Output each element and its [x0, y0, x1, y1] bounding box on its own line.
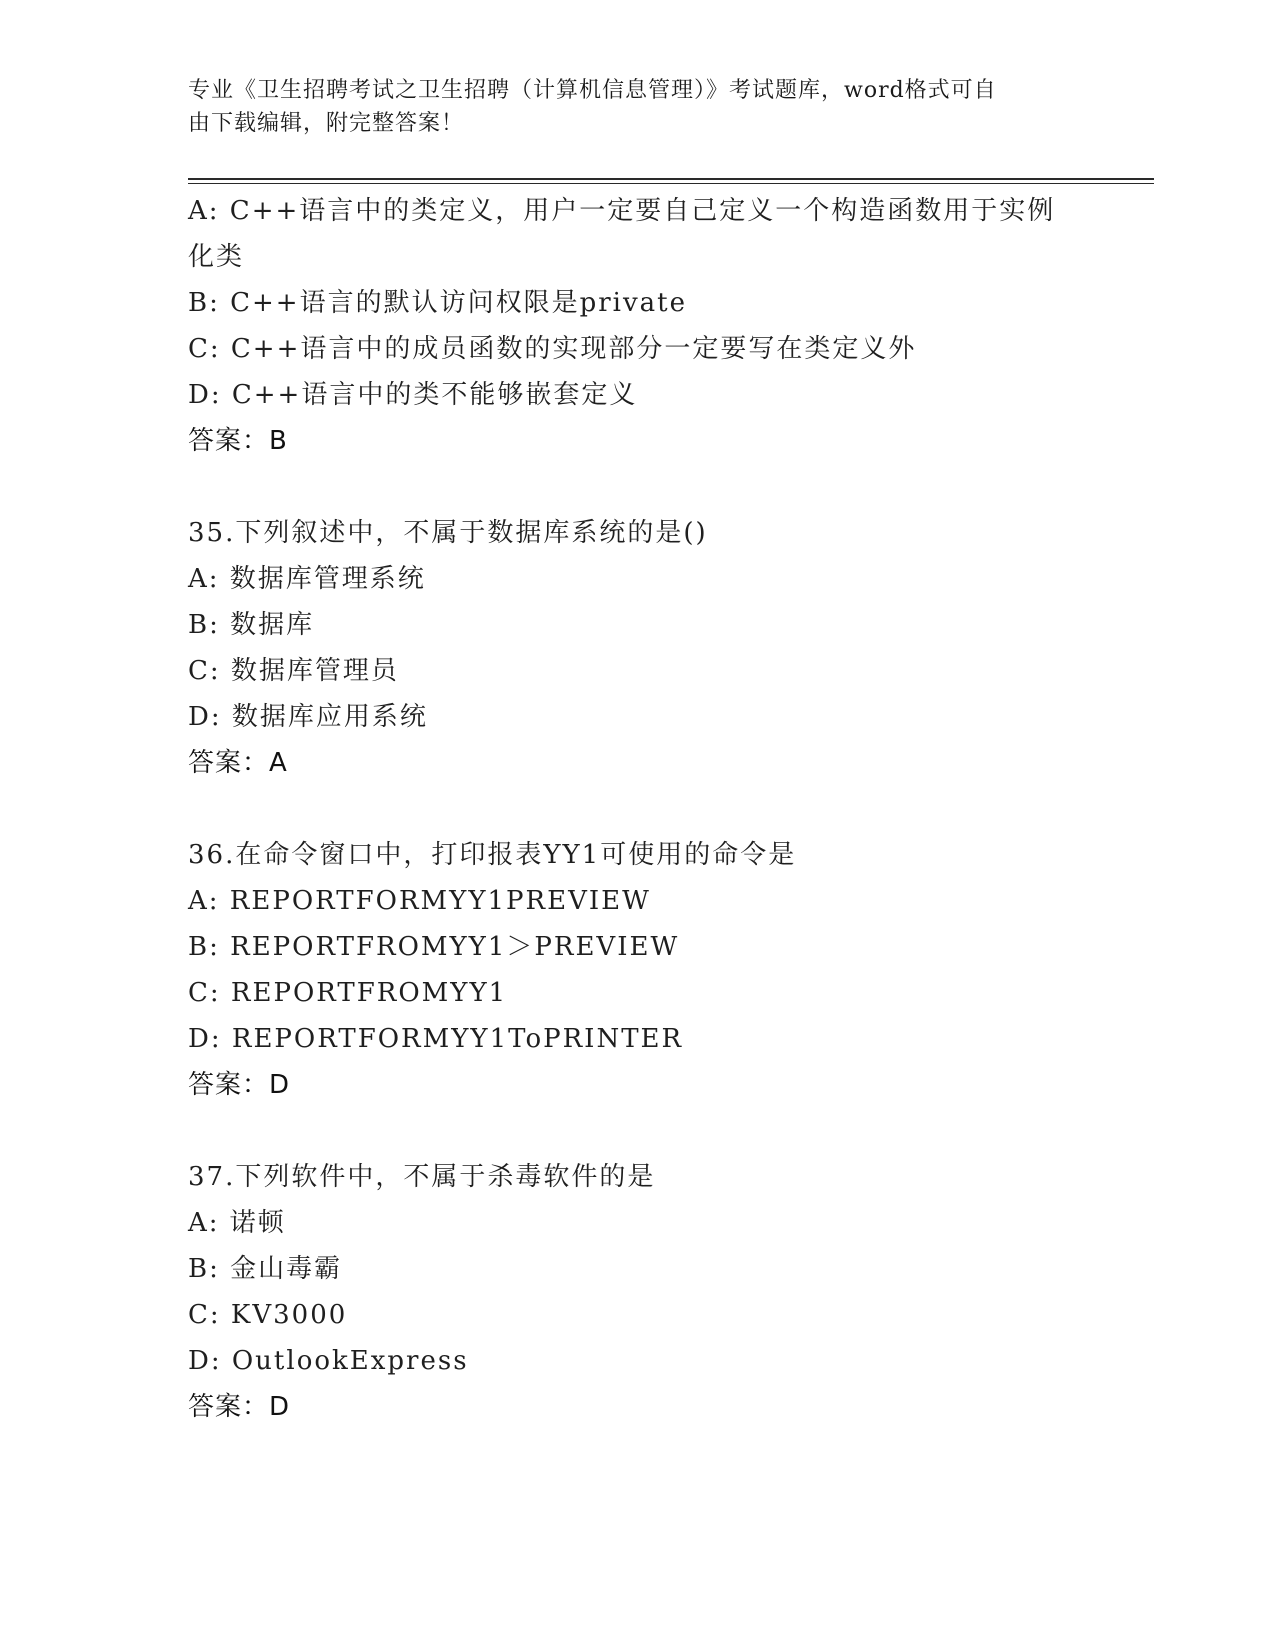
option-d: D: REPORTFORMYY1ToPRINTER: [188, 1024, 684, 1054]
question-text: 37.下列软件中，不属于杀毒软件的是: [188, 1162, 656, 1192]
question-34: [188, 188, 1088, 464]
spacer: [188, 1108, 1088, 1154]
question-text: 35.下列叙述中，不属于数据库系统的是(): [188, 518, 708, 548]
spacer: [188, 786, 1088, 832]
option-a: A: 数据库管理系统: [188, 564, 426, 594]
option-a: A: REPORTFORMYY1PREVIEW: [188, 886, 651, 916]
option-a: A: C++语言中的类定义，用户一定要自己定义一个构造函数用于实例: [188, 196, 1056, 226]
header-divider-thick: [188, 178, 1154, 180]
option-b: B: REPORTFROMYY1＞PREVIEW: [188, 932, 680, 962]
question-37: [188, 1154, 1088, 1430]
header-divider-thin: [188, 183, 1154, 184]
answer: 答案：D: [188, 1392, 291, 1422]
answer: 答案：D: [188, 1070, 291, 1100]
answer: 答案：B: [188, 426, 288, 456]
option-d: D: C++语言中的类不能够嵌套定义: [188, 380, 638, 410]
option-c: C: KV3000: [188, 1300, 348, 1330]
question-list: [188, 188, 1088, 1430]
question-text: 36.在命令窗口中，打印报表YY1可使用的命令是: [188, 840, 797, 870]
question-36: [188, 832, 1088, 1108]
document-header: 专业《卫生招聘考试之卫生招聘（计算机信息管理）》考试题库，word格式可自 由下载编辑，附完整答案！: [188, 78, 997, 136]
option-b: B: 数据库: [188, 610, 315, 640]
answer: 答案：A: [188, 748, 288, 778]
question-35: [188, 510, 1088, 786]
option-d: D: 数据库应用系统: [188, 702, 428, 732]
option-a-continued: 化类: [188, 242, 245, 272]
option-c: C: REPORTFROMYY1: [188, 978, 508, 1008]
option-b: B: 金山毒霸: [188, 1254, 343, 1284]
option-d: D: OutlookExpress: [188, 1346, 469, 1376]
spacer: [188, 464, 1088, 510]
option-c: C: 数据库管理员: [188, 656, 399, 686]
option-b: B: C++语言的默认访问权限是private: [188, 288, 688, 318]
option-a: A: 诺顿: [188, 1208, 286, 1238]
option-c: C: C++语言中的成员函数的实现部分一定要写在类定义外: [188, 334, 917, 364]
